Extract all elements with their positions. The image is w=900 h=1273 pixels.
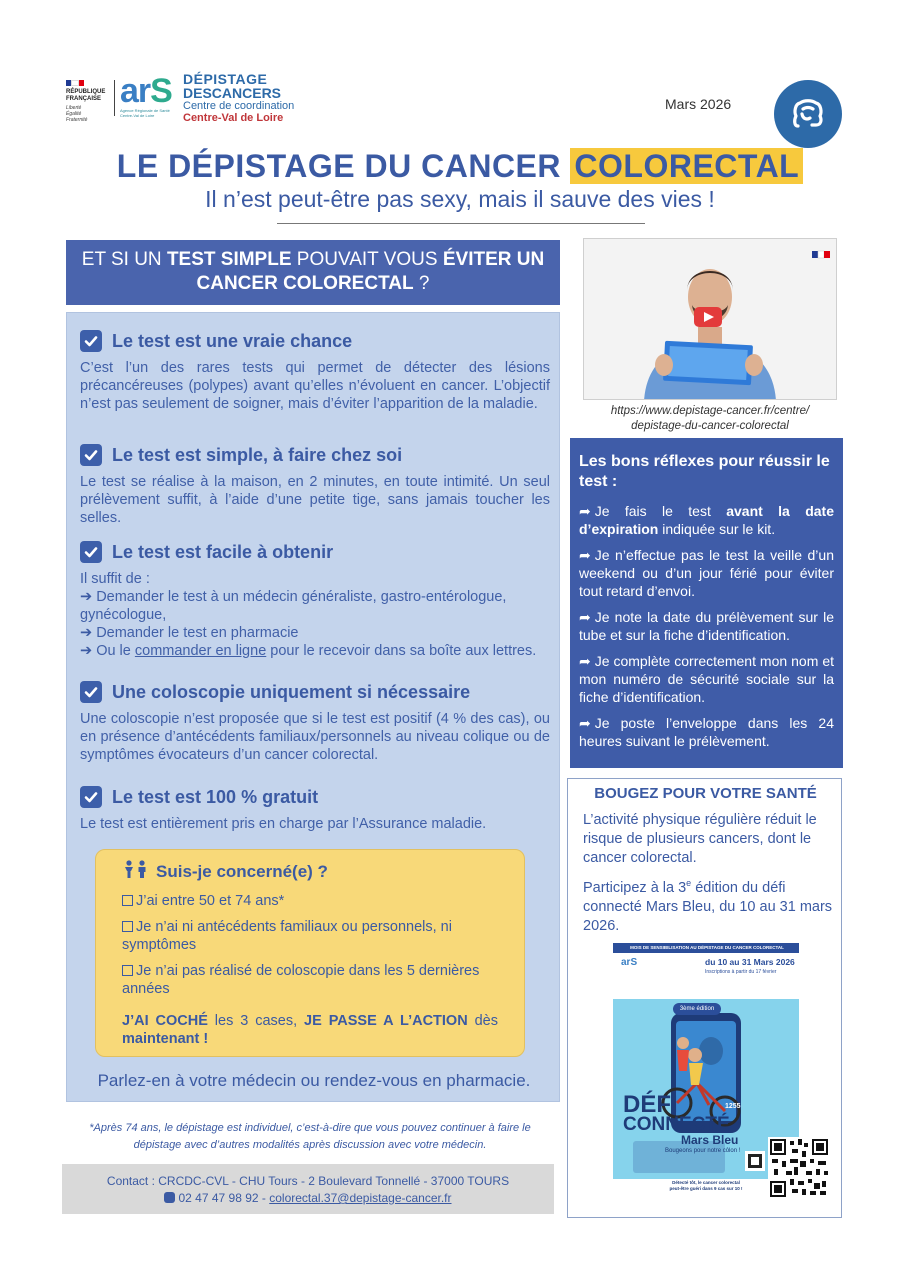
contact-bar (62, 1164, 554, 1214)
order-online-link[interactable]: commander en ligne (134, 643, 267, 659)
curved-arrow-icon: ➦ (579, 547, 591, 563)
poster-edition: 3ème édition (673, 1003, 721, 1015)
concerned-item-text: Je n’ai ni antécédents familiaux ou personnels, ni symptômes (122, 919, 452, 953)
sante-paragraph-2 (583, 874, 833, 936)
arrow-right-icon: ➔ (80, 589, 93, 605)
arrow-right-icon: ➔ (80, 643, 93, 659)
question-bold-2: ÉVITER UN (442, 249, 545, 270)
talk-to-doctor: Parlez-en à votre médecin ou rendez-vous en pharmacie. (97, 1071, 531, 1090)
curved-arrow-icon: ➦ (579, 609, 591, 625)
question-part-3: ? (413, 273, 430, 294)
section-title: Le test est facile à obtenir (112, 542, 334, 562)
curved-arrow-icon: ➦ (579, 653, 591, 669)
section-title: Le test est simple, à faire chez soi (112, 445, 403, 465)
list-item-text: Ou le (96, 643, 135, 659)
qr-code-icon[interactable] (768, 1137, 830, 1199)
benefits-panel (66, 312, 560, 1102)
phone-icon (164, 1192, 175, 1203)
sante-paragraph-1: L’activité physique régulière réduit le risque de plusieurs cancers, dont le cancer colorectal. (583, 812, 817, 866)
section-text: Une coloscopie n’est proposée que si le test est positif (4 % des cas), ou en présence d’antécédents familiaux/personnels au niveau colique ou de symptômes évocateurs d’un cancer colorectal. (80, 711, 550, 763)
french-flag-icon (66, 80, 84, 86)
video-url[interactable] (583, 404, 837, 434)
concerned-item (122, 892, 498, 910)
sante-p2-post: édition du défi connecté Mars Bleu, du 10 au 31 mars 2026. (583, 879, 833, 934)
title-highlight: COLORECTAL (570, 148, 803, 184)
page-title (60, 148, 860, 185)
reflex-item (579, 608, 834, 644)
section-title: Le test est une vraie chance (112, 331, 353, 351)
logo-divider (114, 80, 115, 116)
reflex-item (579, 714, 834, 750)
concerned-item-text: J’ai entre 50 et 74 ans* (136, 893, 285, 909)
good-reflexes-panel (570, 438, 843, 768)
section-text: Le test se réalise à la maison, en 2 minutes, en toute intimité. Un seul prélèvement suffit, à l’aide d’une petite tige, sans jamais toucher les selles. (80, 474, 550, 526)
reflex-item (579, 502, 834, 538)
section-chance (80, 329, 550, 413)
ars-s: S (150, 72, 172, 110)
reflex-text: Je n’effectue pas le test la veille d’un weekend ou d’un jour férié pour éviter tout retard d’envoi. (579, 547, 834, 599)
rf-motto-2: Égalité (66, 111, 82, 117)
reflex-text: Je note la date du prélèvement sur le tube et sur la fiche d’identification. (579, 609, 834, 643)
checkbox-empty-icon[interactable] (122, 895, 133, 906)
question-bold-3: CANCER COLORECTAL (196, 273, 414, 294)
section-title: Le test est 100 % gratuit (112, 787, 319, 807)
move-for-health-panel (567, 778, 842, 1218)
poster-bottom-2: peut-être guéri dans 9 cas sur 10 ! (669, 1186, 743, 1191)
action-bold-3: maintenant ! (122, 1031, 209, 1047)
question-part-2: POUVAIT VOUS (291, 249, 443, 270)
intestine-icon (774, 80, 842, 148)
ars-sub-2: Centre-Val de Loire (120, 113, 155, 118)
poster-defi: DÉFI (623, 1091, 678, 1118)
section-title: Une coloscopie uniquement si nécessaire (112, 682, 471, 702)
contact-phone[interactable]: 02 47 47 98 92 (178, 1191, 259, 1205)
contact-address: Contact : CRCDC-CVL - CHU Tours - 2 Boulevard Tonnellé - 37000 TOURS (106, 1174, 510, 1188)
rf-motto-3: Fraternité (66, 117, 88, 123)
dc-line-1: DÉPISTAGE (183, 71, 268, 87)
poster-ars-word: ar (621, 957, 631, 968)
section-text: Le test est entièrement pris en charge par l’Assurance maladie. (80, 816, 487, 832)
issue-date: Mars 2026 (665, 96, 732, 112)
checkbox-empty-icon[interactable] (122, 921, 133, 932)
republique-francaise-logo (66, 80, 114, 123)
concerned-item (122, 962, 498, 998)
depistage-cancers-logo (183, 72, 323, 125)
section-facile (80, 540, 550, 660)
poster-top-banner: MOIS DE SENSIBILISATION AU DÉPISTAGE DU CANCER COLORECTAL (630, 945, 784, 950)
poster-dates-sub: Inscriptions à partir du 17 février (705, 969, 777, 975)
reflex-item (579, 652, 834, 706)
question-banner (66, 240, 560, 305)
question-bold-1: TEST SIMPLE (166, 249, 292, 270)
section-coloscopie (80, 680, 550, 764)
ars-sub-1: Agence Régionale de Santé (120, 108, 170, 113)
checkbox-checked-icon (80, 444, 102, 466)
video-url-line-1: https://www.depistage-cancer.fr/centre/ (610, 405, 810, 417)
concerned-action (122, 1012, 498, 1048)
poster-bottom-1: Détecté tôt, le cancer colorectal (672, 1180, 740, 1185)
video-url-line-2: depistage-du-cancer-colorectal (631, 420, 789, 432)
reflex-text-post: indiquée sur le kit. (658, 521, 776, 537)
concerned-item (122, 918, 498, 954)
ars-logo (120, 74, 178, 124)
title-main: LE DÉPISTAGE DU CANCER (116, 148, 571, 184)
video-thumbnail[interactable] (583, 238, 837, 400)
sante-p2-sup: e (686, 878, 692, 888)
poster-bougeons: Bougeons pour notre côlon ! (665, 1148, 741, 1154)
curved-arrow-icon: ➦ (579, 503, 591, 519)
reflexes-title: Les bons réflexes pour réussir le test : (579, 453, 830, 490)
checkbox-checked-icon (80, 541, 102, 563)
section-gratuit (80, 785, 550, 833)
action-text-2: dès (467, 1013, 498, 1029)
concerned-box (95, 849, 525, 1057)
footnote: *Après 74 ans, le dépistage est individuel, c’est-à-dire que vous pouvez continuer à faire le dépistage avec d’autres modalités après discussion avec votre médecin. (89, 1122, 531, 1151)
dc-line-3: Centre de coordination (183, 100, 295, 112)
checkbox-empty-icon[interactable] (122, 965, 133, 976)
action-text-1: les 3 cases, (207, 1013, 305, 1029)
action-bold-1: J’AI COCHÉ (122, 1013, 208, 1029)
list-item (80, 624, 550, 642)
people-icon (122, 860, 150, 884)
poster-ars-logo (621, 957, 637, 968)
section-simple (80, 443, 550, 527)
list-item (80, 642, 550, 660)
reflex-text: Je poste l’enveloppe dans les 24 heures suivant le prélèvement. (579, 715, 834, 749)
contact-email-link[interactable]: colorectal.37@depistage-cancer.fr (269, 1191, 452, 1205)
concerned-title: Suis-je concerné(e) ? (156, 862, 328, 881)
poster-connecte: CONNECTÉ (623, 1114, 730, 1135)
reflex-item (579, 546, 834, 600)
poster-counter: 1255 (725, 1103, 741, 1110)
reflex-bold: avant la date d’expiration (579, 503, 834, 537)
sante-title: BOUGEZ POUR VOTRE SANTÉ (594, 785, 817, 802)
list-item-text: pour le recevoir dans sa boîte aux lettres. (266, 643, 537, 659)
rf-line-1: RÉPUBLIQUE (66, 89, 106, 95)
poster-mars-bleu: Mars Bleu (681, 1133, 739, 1147)
sante-p2-pre: Participez à la 3 (583, 879, 687, 896)
dc-line-4: Centre-Val de Loire (183, 112, 284, 124)
section-text: C’est l’un des rares tests qui permet de détecter des lésions précancéreuses (polypes) avant qu’elles n’évoluent en cancer. L’objectif n’est pas seulement de soigner, mais d’éviter l’apparition de la maladie. (80, 360, 550, 412)
list-item-text: Demander le test à un médecin généraliste, gastro-entérologue, gynécologue, (80, 589, 507, 623)
checkbox-checked-icon (80, 786, 102, 808)
concerned-item-text: Je n’ai pas réalisé de coloscopie dans les 5 dernières années (122, 963, 480, 997)
title-divider (277, 223, 645, 224)
section-intro: Il suffit de : (80, 571, 150, 587)
poster-ars-s: S (630, 957, 638, 968)
page-subtitle: Il n’est peut-être pas sexy, mais il sauve des vies ! (205, 186, 715, 212)
reflex-text: Je complète correctement mon nom et mon numéro de sécurité sociale sur la fiche d’identification. (579, 653, 834, 705)
arrow-right-icon: ➔ (80, 625, 93, 641)
checkbox-checked-icon (80, 330, 102, 352)
poster-dates: du 10 au 31 Mars 2026 (705, 957, 795, 967)
checkbox-checked-icon (80, 681, 102, 703)
list-item-text: Demander le test en pharmacie (96, 625, 299, 641)
list-item (80, 588, 550, 624)
rf-line-2: FRANÇAISE (66, 96, 102, 102)
question-part-1: ET SI UN (81, 249, 167, 270)
rf-motto-1: Liberté (66, 105, 82, 111)
contact-separator: - (258, 1191, 270, 1205)
ars-word: ar (120, 72, 151, 110)
reflex-text: Je fais le test (594, 503, 727, 519)
curved-arrow-icon: ➦ (579, 715, 591, 731)
dc-line-2: DESCANCERS (183, 85, 282, 101)
action-bold-2: JE PASSE A L’ACTION (304, 1013, 468, 1029)
